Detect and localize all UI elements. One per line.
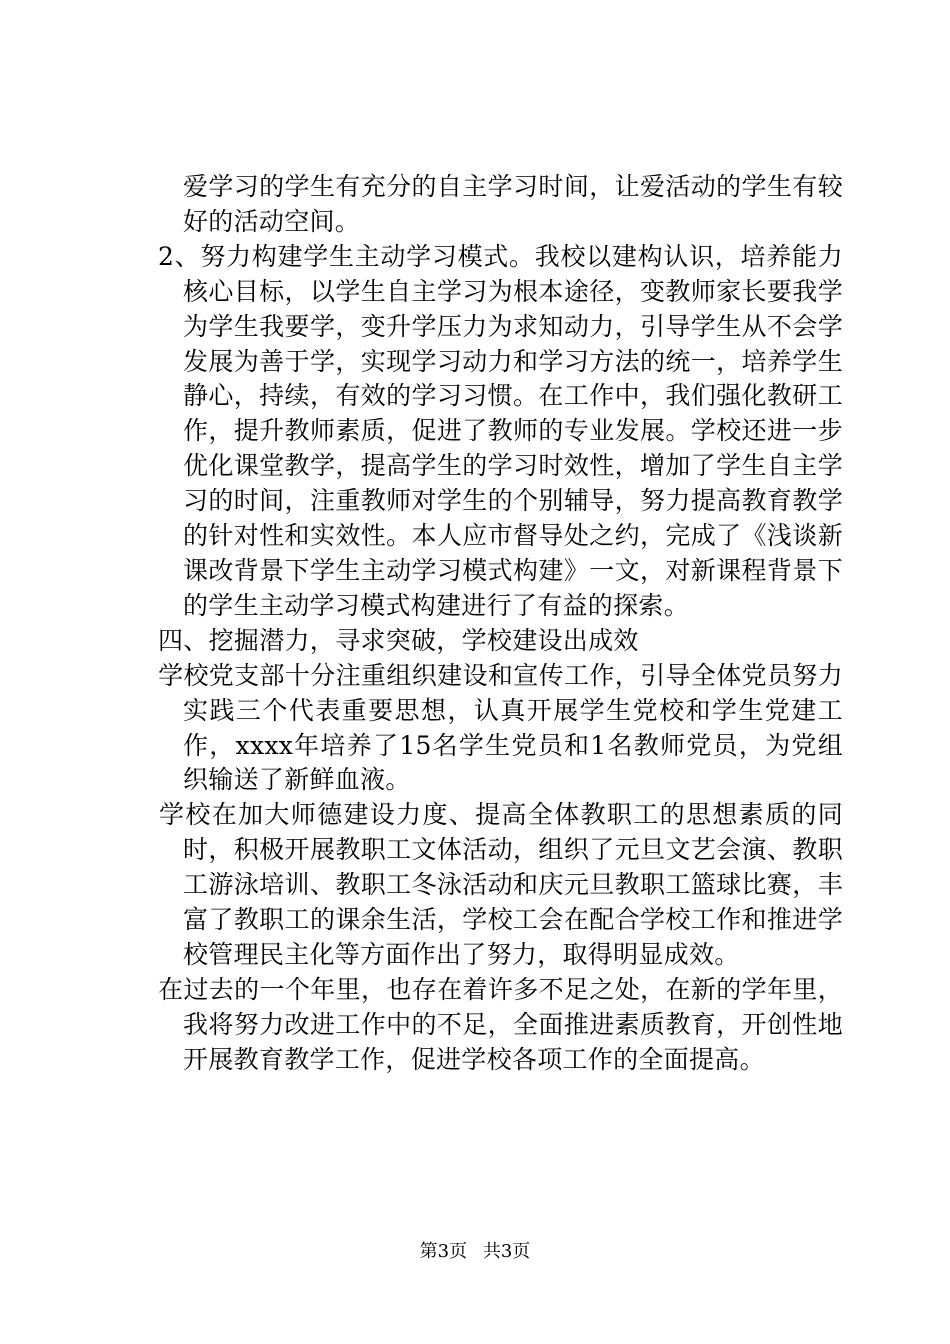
section-heading: 四、挖掘潜力，寻求突破，学校建设出成效 <box>158 625 639 655</box>
paragraph-1: 爱学习的学生有充分的自主学习时间，让爱活动的学生有较好的活动空间。 <box>183 172 843 236</box>
page-total: 共3页 <box>482 1241 531 1262</box>
page-footer <box>0 1240 950 1264</box>
paragraph-4: 学校在加大师德建设力度、提高全体教职工的思想素质的同时，积极开展教职工文体活动，组织了元旦文艺会演、教职工游泳培训、教职工冬泳活动和庆元旦教职工篮球比赛，丰富了教职工的课余生活，学校工会在配合学校工作和推进学校管理民主化等方面作出了努力，取得明显成效。 <box>158 800 843 969</box>
paragraph-2: 2、努力构建学生主动学习模式。我校以建构认识，培养能力核心目标，以学生自主学习为根本途径，变教师家长要我学为学生我要学，变升学压力为求知动力，引导学生从不会学发展为善于学，实现学习动力和学习方法的统一，培养学生静心，持续，有效的学习习惯。在工作中，我们强化教研工作，提升教师素质，促进了教师的专业发展。学校还进一步优化课堂教学，提高学生的学习时效性，增加了学生自主学习的时间，注重教师对学生的个别辅导，努力提高教育教学的针对性和实效性。本人应市督导处之约，完成了《浅谈新课改背景下学生主动学习模式构建》一文，对新课程背景下的学生主动学习模式构建进行了有益的探索。 <box>158 241 843 620</box>
page-number: 第3页 <box>419 1241 468 1262</box>
document-body <box>158 170 843 1078</box>
paragraph-5: 在过去的一个年里，也存在着许多不足之处，在新的学年里，我将努力改进工作中的不足，全面推进素质教育，开创性地开展教育教学工作，促进学校各项工作的全面提高。 <box>158 974 843 1074</box>
paragraph-3: 学校党支部十分注重组织建设和宣传工作，引导全体党员努力实践三个代表重要思想，认真开展学生党校和学生党建工作，xxxx年培养了15名学生党员和1名教师党员，为党组织输送了新鲜血液。 <box>158 660 843 795</box>
